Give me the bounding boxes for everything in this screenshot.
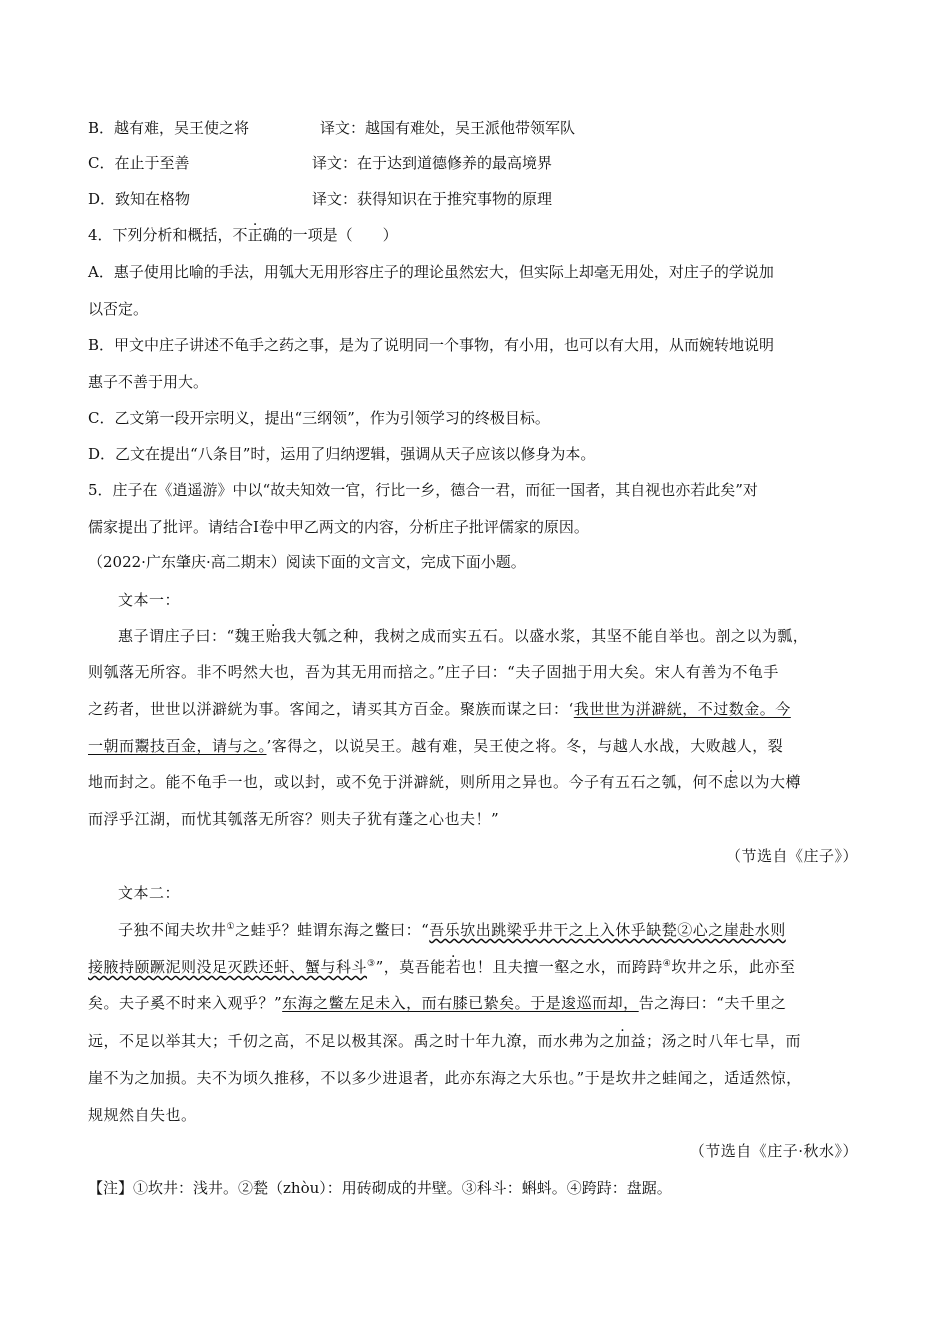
wavy-underlined-sentence: 吾乐欤出跳梁乎井干之上入休乎缺甃②心之崖赴水则 [429,921,786,939]
q4-option-a-line1: A．惠子使用比喻的手法，用瓠大无用形容庄子的理论虽然宏大，但实际上却毫无用处，对庄子的学说加 [88,263,774,281]
underlined-sentence: 东海之鳖左足未入，而右膝已絷矣。于是逡巡而却， [282,994,639,1012]
text1-line5: 地而封之。能不龟手一也，或以封，或不免于洴澼絖，则所用之异也。今子有五石之瓠，何不虑以为大樽 [88,773,802,791]
text1-line3: 之药者，世世以洴澼絖为事。客闻之，请买其方百金。聚族而谋之曰：‘我世世为洴澼絖，不过数金。今 [88,700,791,718]
reading-source: （2022·广东肇庆·高二期末）阅读下面的文言文，完成下面小题。 [88,553,526,571]
q4-option-b-line2: 惠子不善于用大。 [88,373,209,391]
q4-option-d: D．乙文在提出“八条目”时，运用了归纳逻辑，强调从天子应该以修身为本。 [88,445,596,463]
text2-line5: 崖不为之加损。夫不为顷久推移，不以多少进退者，此亦东海之大乐也。”于是坎井之蛙闻之，适适然惊， [88,1069,802,1087]
q4-option-b-line1: B．甲文中庄子讲述不龟手之药之事，是为了说明同一个事物，有小用，也可以有大用，从而婉转地说明 [88,336,775,354]
text1-line6: 而浮乎江湖，而忧其瓠落无所容？则夫子犹有蓬之心也夫！” [88,810,500,828]
text1-citation: （节选自《庄子》） [725,847,858,865]
emphasis-dotted-text: 不正确 [232,226,278,244]
text1-label: 文本一： [118,591,181,609]
q4-option-c: C．乙文第一段开宗明义，提出“三纲领”，作为引领学习的终极目标。 [88,409,550,427]
text1-line4: 一朝而鬻技百金，请与之。’客得之，以说吴王。越有难，吴王使之将。冬，与越人水战，大败越人，裂 [88,737,784,755]
text1-line1: 惠子谓庄子曰：“魏王贻我大瓠之种，我树之成而实五石。以盛水浆，其坚不能自举也。剖之以为瓢， [118,627,809,645]
underlined-sentence: 我世世为洴澼絖，不过数金。今 [573,700,791,718]
text1-line2: 则瓠落无所容。非不呺然大也，吾为其无用而掊之。”庄子曰：“夫子固拙于用大矣。宋人有善为不龟手 [88,663,779,681]
q3-option-c: C．在止于至善 译文：在于达到道德修养的最高境界 [88,154,553,172]
footnotes: 【注】①坎井：浅井。②甃（zhòu）：用砖砌成的井壁。③科斗：蝌蚪。④跨跱：盘踞。 [88,1179,672,1197]
q3-option-d: D．致知在格物 译文：获得知识在于推究事物的原理 [88,190,553,208]
text2-line4: 远，不足以举其大；千仞之高，不足以极其深。禹之时十年九潦，而水弗为之加益；汤之时八年七旱，而 [88,1032,802,1050]
text2-line3: 矣。夫子奚不时来入观乎？”东海之鳖左足未入，而右膝已絷矣。于是逡巡而却，告之海曰：“夫千里之 [88,994,787,1012]
text2-citation: （节选自《庄子·秋水》） [689,1142,858,1160]
text2-line2: 接腋持颐蹶泥则没足灭跌还虷、蟹与科斗③”，莫吾能若也！且夫擅一壑之水，而跨跱④坎井之乐，此亦至 [88,958,796,976]
text2-label: 文本二： [118,884,181,902]
text2-line1: 子独不闻夫坎井①之蛙乎？蛙谓东海之鳖曰：“吾乐欤出跳梁乎井干之上入休乎缺甃②心之崖赴水则 [118,921,786,939]
q5-line1: 5．庄子在《逍遥游》中以“故夫知效一官，行比一乡，德合一君，而征一国者，其自视也亦若此矣”对 [88,481,758,499]
q5-line2: 儒家提出了批评。请结合Ⅰ卷中甲乙两文的内容，分析庄子批评儒家的原因。 [88,518,589,536]
q4-option-a-line2: 以否定。 [88,300,149,318]
text2-line6: 规规然自失也。 [88,1106,197,1124]
q3-option-b: B．越有难，吴王使之将 译文：越国有难处，吴王派他带领军队 [88,119,576,137]
q4-stem: 4．下列分析和概括，不正确的一项是（ ） [88,226,398,244]
